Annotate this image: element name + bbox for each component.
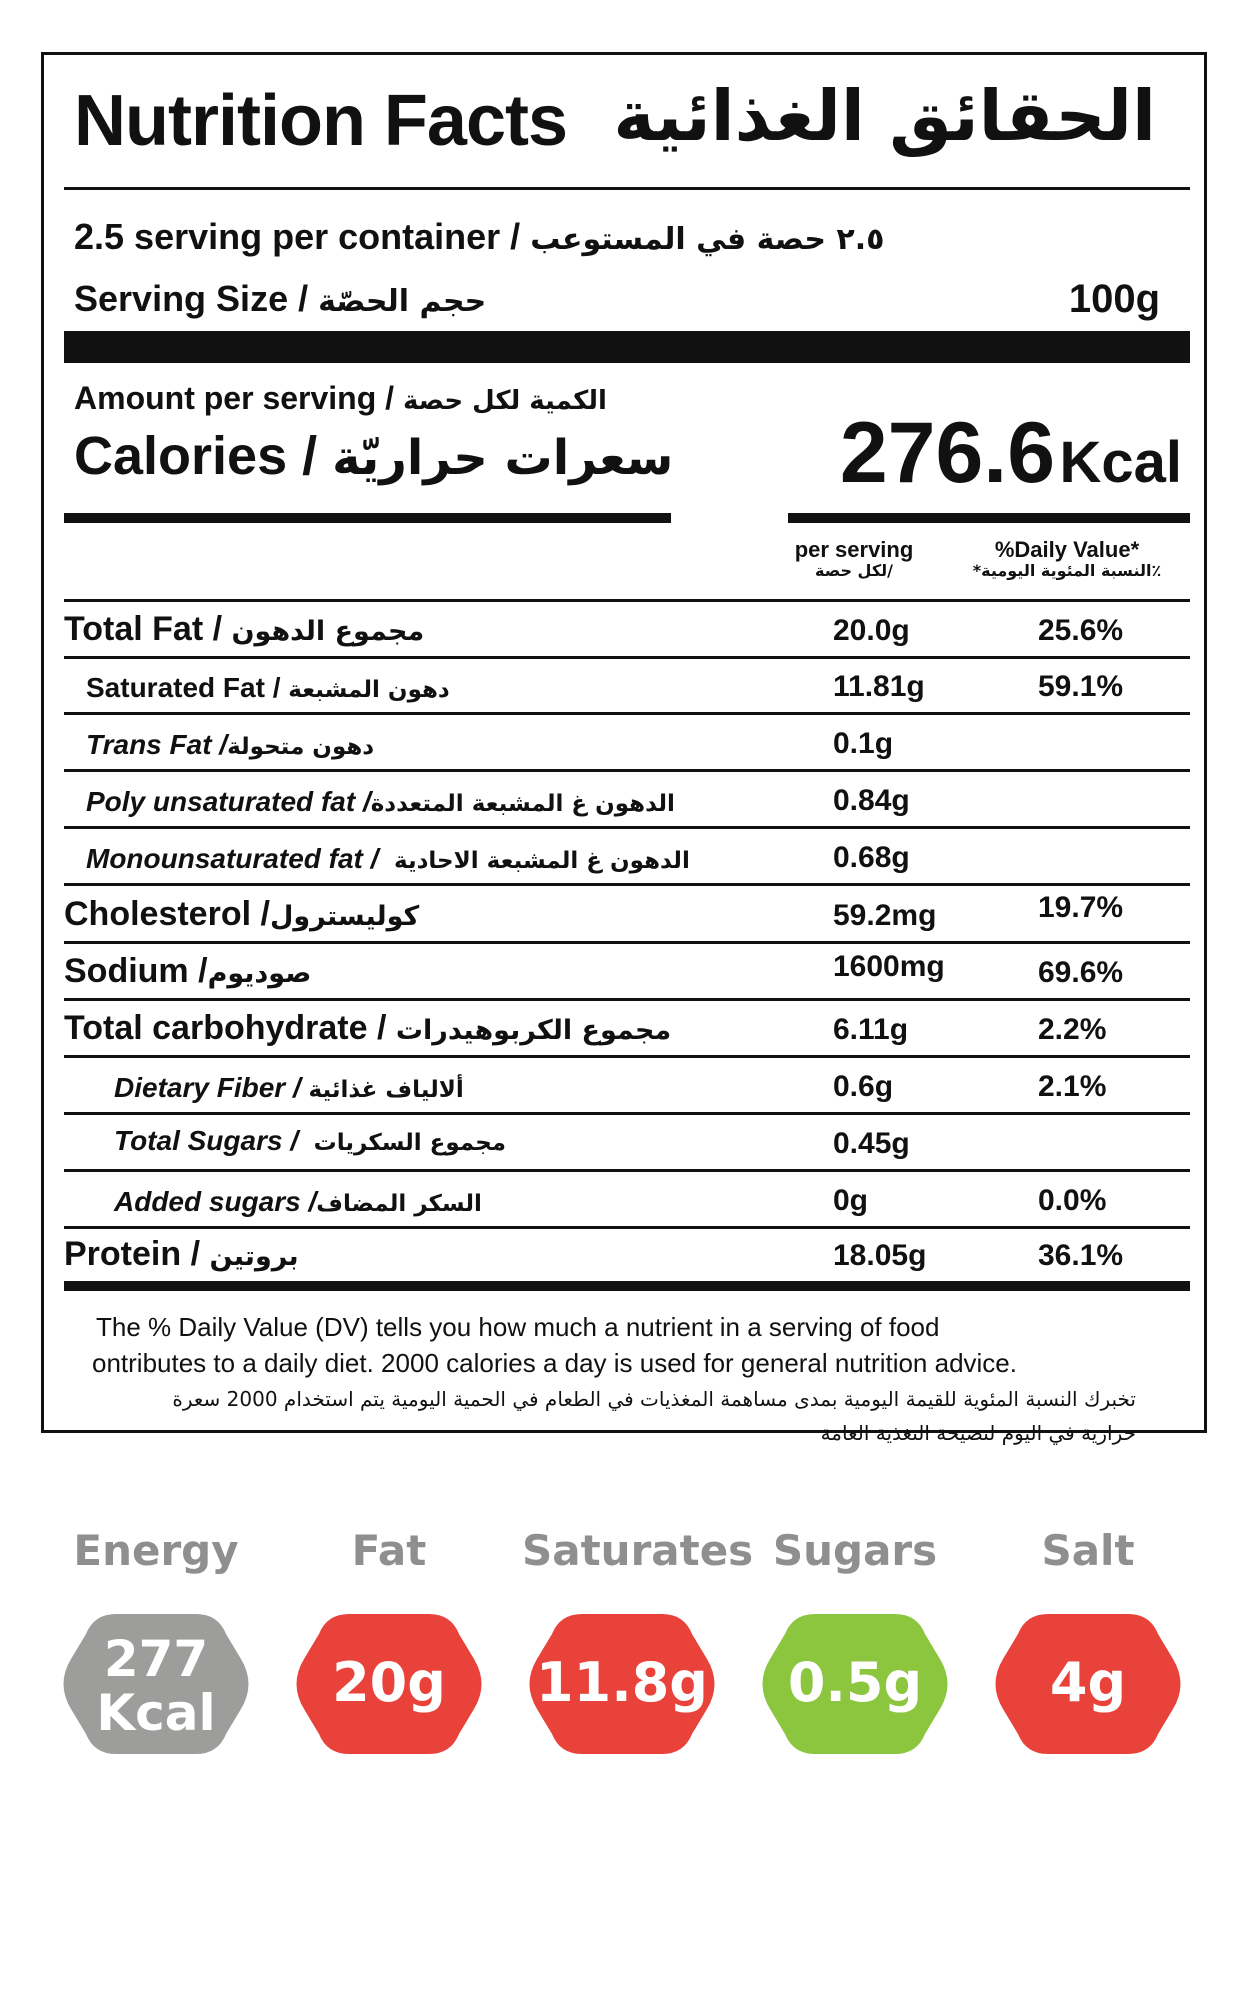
nutrient-amount: 0.1g (833, 727, 894, 760)
nutrient-label-en: Trans Fat / (86, 729, 228, 760)
nutrient-label-en: Dietary Fiber / (114, 1072, 301, 1103)
nutrient-label-ar: كوليسترول (269, 901, 420, 932)
fop-energy-unit: Kcal (96, 1684, 216, 1742)
calories-divider-right (788, 513, 1190, 523)
nutrient-amount: 59.2mg (833, 899, 937, 932)
fop-energy-value: 277 (103, 1630, 209, 1688)
nutrient-row-protein (64, 1229, 1190, 1291)
serving-size-label-en: Serving Size / (74, 278, 309, 319)
nutrient-daily-value: 2.1% (1038, 1070, 1107, 1103)
nutrient-row-cholesterol (64, 886, 1190, 944)
nutrient-daily-value: 2.2% (1038, 1013, 1107, 1046)
nutrient-label-ar: مجموع السكريات (313, 1130, 507, 1156)
nutrient-label-en: Saturated Fat / (86, 672, 281, 703)
nutrient-label-ar: الدهون غ المشبعة المتعددة (370, 791, 675, 817)
fop-salt-value: 4g (1049, 1651, 1127, 1714)
calories-label-en: Calories / (74, 426, 318, 486)
fop-salt-label: Salt (1041, 1526, 1135, 1575)
title-divider (64, 187, 1190, 190)
nutrient-row-dietary-fiber (64, 1058, 1190, 1115)
nutrient-amount: 0g (833, 1184, 869, 1217)
fop-sugars-value: 0.5g (787, 1651, 923, 1714)
nutrient-amount: 0.6g (833, 1070, 894, 1103)
nutrient-label-en: Total Fat / (64, 610, 223, 648)
fop-energy-badge (56, 1614, 256, 1754)
nutrient-label-ar: دهون متحولة (227, 734, 375, 760)
servings-label-ar: ٢.٥ حصة في المستوعب (530, 222, 885, 257)
nutrient-label-en: Poly unsaturated fat / (86, 786, 371, 817)
nutrient-amount: 6.11g (833, 1013, 909, 1046)
per-serving-header (769, 537, 939, 581)
nutrient-row-poly-unsaturated-fat (64, 772, 1190, 829)
nutrient-label-ar: مجموع الكربوهيدرات (395, 1015, 672, 1046)
nutrient-daily-value: 25.6% (1038, 614, 1124, 647)
fop-sugars-badge (755, 1614, 955, 1754)
nutrient-label-en: Total Sugars / (114, 1125, 299, 1156)
per-serving-header-en: per serving (794, 537, 914, 562)
amount-label-en: Amount per serving / (74, 380, 395, 416)
daily-value-header-ar: *النسبة المئوية اليومية٪ (972, 561, 1162, 581)
nutrient-label-ar: دهون المشبعة (288, 677, 450, 703)
nutrient-daily-value: 69.6% (1038, 956, 1124, 989)
footnote-en-line2: ontributes to a daily diet. 2000 calories a day is used for general nutrition advice. (92, 1348, 1017, 1378)
nutrient-daily-value: 19.7% (1038, 891, 1124, 924)
fop-fat-badge (289, 1614, 489, 1754)
nutrient-amount: 0.84g (833, 784, 910, 817)
title-english: Nutrition Facts (74, 81, 568, 161)
per-serving-header-ar: لكل حصة/ (814, 561, 893, 581)
nutrient-amount: 20.0g (833, 614, 910, 647)
nutrient-daily-value: 36.1% (1038, 1239, 1124, 1272)
thick-divider (64, 331, 1190, 363)
fop-energy-label: Energy (73, 1526, 239, 1575)
calories-label (74, 425, 673, 487)
nutrient-row-added-sugars (64, 1172, 1190, 1229)
daily-value-header-en: %Daily Value* (994, 537, 1140, 562)
fop-saturates-badge (522, 1614, 722, 1754)
nutrient-label-en: Total carbohydrate / (64, 1009, 387, 1047)
calories-value (839, 405, 1182, 501)
serving-size-line (74, 278, 487, 319)
fop-fat-value: 20g (332, 1651, 446, 1714)
nutrient-amount: 0.68g (833, 841, 910, 874)
nutrient-label-ar: ألالياف غذائية (308, 1077, 464, 1103)
amount-label-ar: الكمية لكل حصة (402, 386, 607, 416)
nutrient-row-total-fat (64, 602, 1190, 659)
nutrient-label-en: Cholesterol / (64, 895, 270, 933)
calories-number: 276.6 (839, 405, 1056, 501)
nutrient-label-ar: مجموع الدهون (231, 616, 425, 647)
fop-saturates-value: 11.8g (536, 1651, 708, 1714)
nutrient-daily-value: 59.1% (1038, 670, 1124, 703)
nutrient-row-total-carbohydrate (64, 1001, 1190, 1058)
fop-fat-label: Fat (351, 1526, 427, 1575)
serving-size-label-ar: حجم الحصّة (318, 284, 487, 319)
servings-label-en: 2.5 serving per container / (74, 216, 521, 257)
nutrient-label-ar: بروتين (209, 1241, 299, 1272)
calories-unit: Kcal (1059, 430, 1182, 495)
nutrient-daily-value: 0.0% (1038, 1184, 1107, 1217)
nutrition-facts-panel (41, 52, 1207, 1445)
footnote-ar-line1: تخبرك النسبة المئوية للقيمة اليومية بمدى مساهمة المغذيات في الطعام في الحمية اليومية يتم استخدام 2000 سعرة (172, 1387, 1136, 1411)
nutrient-row-trans-fat (64, 715, 1190, 772)
nutrient-amount: 11.81g (833, 670, 925, 703)
nutrient-label-en: Monounsaturated fat / (86, 843, 379, 874)
fop-saturates-label: Saturates (522, 1526, 754, 1575)
fop-salt-badge (988, 1614, 1188, 1754)
nutrient-label-en: Protein / (64, 1235, 201, 1273)
nutrient-row-saturated-fat (64, 659, 1190, 715)
nutrient-row-total-sugars (64, 1115, 1190, 1172)
nutrient-label-en: Added sugars / (114, 1186, 317, 1217)
title-arabic: الحقائق الغذائية (613, 75, 1156, 157)
serving-size-value: 100g (1068, 277, 1160, 321)
nutrient-label-ar: صوديوم (207, 958, 312, 989)
calories-divider-left (64, 513, 671, 523)
nutrient-row-sodium (64, 944, 1190, 1001)
daily-value-header (962, 537, 1172, 581)
nutrient-amount: 18.05g (833, 1239, 927, 1272)
nutrient-label-ar: الدهون غ المشبعة الاحادية (394, 848, 690, 874)
footnote-en-line1: The % Daily Value (DV) tells you how much a nutrient in a serving of food (96, 1312, 940, 1342)
calories-label-ar: سعرات حراريّة (332, 430, 674, 486)
nutrient-amount: 0.45g (833, 1127, 910, 1160)
nutrient-row-monounsaturated-fat (64, 829, 1190, 886)
fop-sugars-label: Sugars (772, 1526, 938, 1575)
footnote-ar-line2: حرارية في اليوم لنصيحة التغذية العامة (820, 1421, 1136, 1445)
nutrient-amount: 1600mg (833, 950, 945, 983)
nutrient-label-en: Sodium / (64, 952, 208, 990)
servings-per-container (74, 216, 885, 257)
amount-per-serving (74, 380, 607, 417)
nutrient-label-ar: السكر المضاف (316, 1191, 482, 1217)
